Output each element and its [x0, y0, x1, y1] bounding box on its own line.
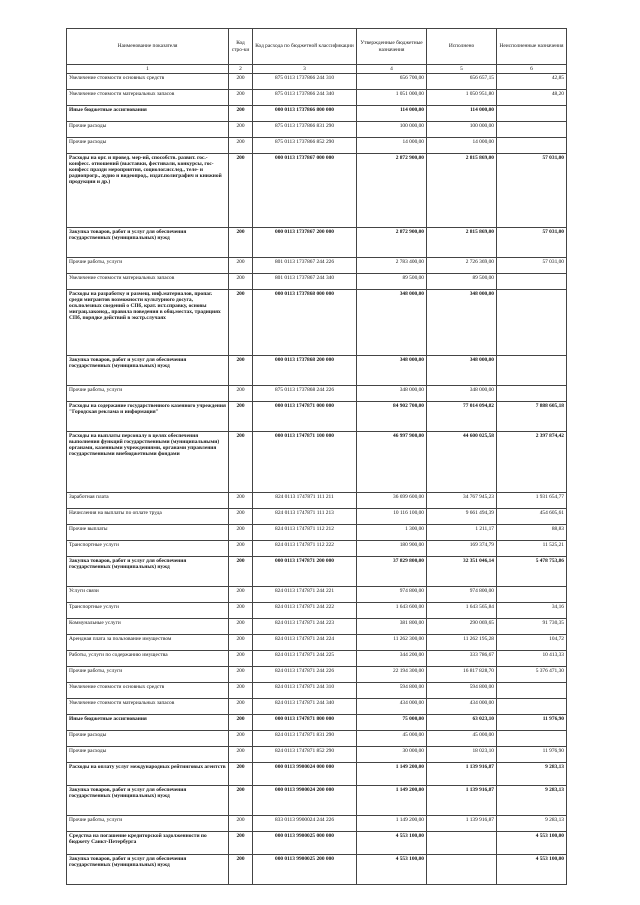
row-approved: 89 500,00: [357, 274, 427, 290]
row-expense-code: 000 0113 1747871 800 000: [253, 715, 357, 731]
row-line-code: 200: [229, 356, 253, 386]
row-expense-code: 000 0113 1747871 000 000: [253, 402, 357, 432]
row-executed: 63 023,10: [427, 715, 497, 731]
row-executed: 114 000,00: [427, 106, 497, 122]
row-line-code: 200: [229, 651, 253, 667]
row-name: Прочие расходы: [67, 731, 229, 747]
row-expense-code: 824 0113 1747871 244 221: [253, 587, 357, 603]
row-unexecuted: 454 605,61: [497, 509, 567, 525]
row-name: Заработная плата: [67, 493, 229, 509]
row-executed: [427, 855, 497, 885]
table-row: [67, 228, 567, 258]
row-expense-code: 875 0113 1737866 831 290: [253, 122, 357, 138]
table-row: [67, 386, 567, 402]
row-executed: [427, 832, 497, 855]
row-expense-code: 801 0113 1737867 244 226: [253, 258, 357, 274]
row-name: Прочие работы, услуги: [67, 258, 229, 274]
row-name: Работы, услуги по содержанию имущества: [67, 651, 229, 667]
row-unexecuted: [497, 106, 567, 122]
row-unexecuted: [497, 731, 567, 747]
row-line-code: 200: [229, 154, 253, 228]
row-unexecuted: 4 553 100,00: [497, 832, 567, 855]
row-approved: 100 000,00: [357, 122, 427, 138]
row-unexecuted: 5 478 753,86: [497, 557, 567, 587]
row-line-code: 200: [229, 786, 253, 816]
row-unexecuted: 57 031,00: [497, 154, 567, 228]
row-executed: 44 600 025,58: [427, 432, 497, 493]
row-unexecuted: [497, 356, 567, 386]
row-expense-code: 824 0113 1747871 111 213: [253, 509, 357, 525]
row-approved: 180 900,00: [357, 541, 427, 557]
row-unexecuted: 4 553 100,00: [497, 855, 567, 885]
row-unexecuted: 11 976,90: [497, 747, 567, 763]
table-row: [67, 747, 567, 763]
row-expense-code: 000 0113 1747871 100 000: [253, 432, 357, 493]
row-expense-code: 824 0113 1747871 852 290: [253, 747, 357, 763]
row-expense-code: 824 0113 1747871 244 226: [253, 667, 357, 683]
row-name: Начисления на выплаты по оплате труда: [67, 509, 229, 525]
row-executed: 348 000,00: [427, 386, 497, 402]
table-row: [67, 525, 567, 541]
row-executed: 656 657,15: [427, 74, 497, 90]
row-approved: 1 149 200,00: [357, 816, 427, 832]
row-executed: 1 050 951,80: [427, 90, 497, 106]
row-line-code: 200: [229, 525, 253, 541]
budget-report-page: [66, 28, 566, 885]
row-expense-code: 875 0113 1737866 852 290: [253, 138, 357, 154]
row-expense-code: 000 0113 1737868 000 000: [253, 290, 357, 356]
row-expense-code: 824 0113 1747871 112 222: [253, 541, 357, 557]
row-executed: 1 211,17: [427, 525, 497, 541]
row-unexecuted: 91 730,35: [497, 619, 567, 635]
row-approved: 75 000,00: [357, 715, 427, 731]
row-name: Расходы на разработку и размещ. инф.материалов, пропаг. среди мигрантов возможности культурного досуга, осв.полезных сведений о СПб, крат. ист.справку, основы миграц.законод., правила поведения в общ.местах, традициях СПб, порядке действий в экстр.случаях: [67, 290, 229, 356]
row-executed: 32 351 046,14: [427, 557, 497, 587]
row-approved: 656 700,00: [357, 74, 427, 90]
row-approved: 36 699 600,00: [357, 493, 427, 509]
row-unexecuted: 48,20: [497, 90, 567, 106]
row-unexecuted: 57 031,00: [497, 228, 567, 258]
row-line-code: 200: [229, 699, 253, 715]
row-line-code: 200: [229, 763, 253, 786]
row-name: Прочие работы, услуги: [67, 667, 229, 683]
row-approved: 594 800,00: [357, 683, 427, 699]
row-executed: 169 374,79: [427, 541, 497, 557]
header-name: Наименование показателя: [67, 29, 229, 65]
row-approved: 434 000,00: [357, 699, 427, 715]
table-row: [67, 290, 567, 356]
row-name: Транспортные услуги: [67, 603, 229, 619]
row-line-code: 200: [229, 138, 253, 154]
row-line-code: 200: [229, 635, 253, 651]
row-approved: 1 149 200,00: [357, 763, 427, 786]
row-executed: 1 139 916,87: [427, 786, 497, 816]
table-row: [67, 432, 567, 493]
row-name: Расходы на оплату услуг международных рейтинговых агентств: [67, 763, 229, 786]
row-line-code: 200: [229, 258, 253, 274]
row-unexecuted: 42,85: [497, 74, 567, 90]
column-number: 3: [253, 65, 357, 74]
row-expense-code: 000 0113 1737867 000 000: [253, 154, 357, 228]
row-approved: 2 783 400,00: [357, 258, 427, 274]
header-expense-code: Код расхода по бюджетной классификации: [253, 29, 357, 65]
row-approved: 381 800,00: [357, 619, 427, 635]
table-row: [67, 493, 567, 509]
table-row: [67, 557, 567, 587]
row-executed: 1 139 916,87: [427, 763, 497, 786]
row-executed: 2 815 869,00: [427, 228, 497, 258]
row-executed: 2 726 369,00: [427, 258, 497, 274]
row-expense-code: 824 0113 1747871 112 212: [253, 525, 357, 541]
row-unexecuted: 9 283,13: [497, 816, 567, 832]
row-line-code: 200: [229, 587, 253, 603]
row-line-code: 200: [229, 432, 253, 493]
table-row: [67, 402, 567, 432]
row-executed: 2 815 869,00: [427, 154, 497, 228]
row-line-code: 200: [229, 731, 253, 747]
table-row: [67, 587, 567, 603]
row-executed: 16 817 828,70: [427, 667, 497, 683]
row-name: Закупка товаров, работ и услуг для обеспечения государственных (муниципальных) нужд: [67, 228, 229, 258]
row-approved: 30 000,00: [357, 747, 427, 763]
row-expense-code: 801 0113 1737867 244 340: [253, 274, 357, 290]
row-unexecuted: 88,83: [497, 525, 567, 541]
row-unexecuted: 10 413,33: [497, 651, 567, 667]
row-line-code: 200: [229, 715, 253, 731]
row-expense-code: 000 0113 1747871 200 000: [253, 557, 357, 587]
row-name: Прочие расходы: [67, 122, 229, 138]
row-expense-code: 000 0113 9900025 000 000: [253, 832, 357, 855]
table-row: [67, 122, 567, 138]
row-executed: 100 000,00: [427, 122, 497, 138]
row-executed: 89 500,00: [427, 274, 497, 290]
row-line-code: 200: [229, 290, 253, 356]
row-name: Прочие расходы: [67, 138, 229, 154]
row-name: Средства на погашение кредиторской задолженности по бюджету Санкт-Петербурга: [67, 832, 229, 855]
row-unexecuted: 2 397 874,42: [497, 432, 567, 493]
row-executed: 11 262 195,28: [427, 635, 497, 651]
row-name: Иные бюджетные ассигнования: [67, 106, 229, 122]
row-line-code: 200: [229, 274, 253, 290]
table-row: [67, 356, 567, 386]
row-name: Увеличение стоимости основных средств: [67, 74, 229, 90]
table-row: [67, 699, 567, 715]
row-executed: 348 000,00: [427, 290, 497, 356]
row-name: Прочие работы, услуги: [67, 386, 229, 402]
row-line-code: 200: [229, 90, 253, 106]
header-line-code: Код стро-ки: [229, 29, 253, 65]
row-expense-code: 000 0113 9900025 200 000: [253, 855, 357, 885]
row-approved: 37 829 800,00: [357, 557, 427, 587]
row-name: Увеличение стоимости основных средств: [67, 683, 229, 699]
column-number: 1: [67, 65, 229, 74]
row-line-code: 200: [229, 106, 253, 122]
row-unexecuted: 9 283,13: [497, 786, 567, 816]
table-body: [67, 74, 567, 885]
column-number: 2: [229, 65, 253, 74]
budget-execution-table: [66, 28, 567, 885]
row-unexecuted: 34,16: [497, 603, 567, 619]
row-approved: 2 872 900,00: [357, 154, 427, 228]
row-executed: 77 014 094,82: [427, 402, 497, 432]
row-line-code: 200: [229, 541, 253, 557]
row-name: Иные бюджетные ассигнования: [67, 715, 229, 731]
row-line-code: 200: [229, 832, 253, 855]
row-approved: 348 000,00: [357, 386, 427, 402]
row-name: Закупка товаров, работ и услуг для обеспечения государственных (муниципальных) нужд: [67, 356, 229, 386]
table-row: [67, 106, 567, 122]
table-row: [67, 541, 567, 557]
column-number: 4: [357, 65, 427, 74]
header-executed: Исполнено: [427, 29, 497, 65]
table-row: [67, 786, 567, 816]
row-unexecuted: [497, 274, 567, 290]
table-row: [67, 832, 567, 855]
row-expense-code: 000 0113 1737866 800 000: [253, 106, 357, 122]
row-line-code: 200: [229, 683, 253, 699]
row-expense-code: 000 0113 1737867 200 000: [253, 228, 357, 258]
row-name: Прочие выплаты: [67, 525, 229, 541]
row-approved: 114 000,00: [357, 106, 427, 122]
table-row: [67, 619, 567, 635]
table-row: [67, 74, 567, 90]
table-row: [67, 90, 567, 106]
row-expense-code: 824 0113 1747871 244 223: [253, 619, 357, 635]
row-name: Услуги связи: [67, 587, 229, 603]
row-line-code: 200: [229, 122, 253, 138]
header-unexecuted: Неисполненные назначения: [497, 29, 567, 65]
table-row: [67, 715, 567, 731]
row-unexecuted: 57 031,00: [497, 258, 567, 274]
table-row: [67, 731, 567, 747]
table-row: [67, 154, 567, 228]
row-line-code: 200: [229, 493, 253, 509]
row-line-code: 200: [229, 74, 253, 90]
row-approved: 11 262 300,00: [357, 635, 427, 651]
table-row: [67, 509, 567, 525]
row-approved: 348 000,00: [357, 356, 427, 386]
row-approved: 1 300,00: [357, 525, 427, 541]
row-executed: 18 023,10: [427, 747, 497, 763]
row-line-code: 200: [229, 816, 253, 832]
table-row: [67, 855, 567, 885]
table-row: [67, 683, 567, 699]
row-expense-code: 824 0113 1747871 831 290: [253, 731, 357, 747]
row-executed: 14 000,00: [427, 138, 497, 154]
row-expense-code: 000 0113 9900024 200 000: [253, 786, 357, 816]
row-name: Расходы на содержание государственного казенного учреждения "Городская реклама и информация": [67, 402, 229, 432]
row-approved: 344 200,00: [357, 651, 427, 667]
row-unexecuted: [497, 138, 567, 154]
row-line-code: 200: [229, 402, 253, 432]
table-row: [67, 667, 567, 683]
row-expense-code: 824 0113 1747871 244 340: [253, 699, 357, 715]
row-expense-code: 824 0113 1747871 244 224: [253, 635, 357, 651]
row-executed: 1 139 916,87: [427, 816, 497, 832]
row-expense-code: 824 0113 1747871 111 211: [253, 493, 357, 509]
row-approved: 10 116 100,00: [357, 509, 427, 525]
row-unexecuted: [497, 683, 567, 699]
table-row: [67, 274, 567, 290]
row-name: Закупка товаров, работ и услуг для обеспечения государственных (муниципальных) нужд: [67, 855, 229, 885]
row-line-code: 200: [229, 228, 253, 258]
row-executed: 348 000,00: [427, 356, 497, 386]
table-row: [67, 763, 567, 786]
row-name: Прочие работы, услуги: [67, 816, 229, 832]
table-row: [67, 603, 567, 619]
row-unexecuted: [497, 587, 567, 603]
table-row: [67, 635, 567, 651]
row-name: Увеличение стоимости материальных запасов: [67, 699, 229, 715]
row-unexecuted: [497, 699, 567, 715]
row-executed: 974 800,00: [427, 587, 497, 603]
row-approved: 2 872 900,00: [357, 228, 427, 258]
row-unexecuted: 9 283,13: [497, 763, 567, 786]
table-row: [67, 816, 567, 832]
row-line-code: 200: [229, 557, 253, 587]
row-expense-code: 000 0113 1737868 200 000: [253, 356, 357, 386]
column-number: 5: [427, 65, 497, 74]
column-number-row: [67, 65, 567, 74]
row-unexecuted: 1 931 654,77: [497, 493, 567, 509]
row-approved: 1 149 200,00: [357, 786, 427, 816]
row-unexecuted: [497, 290, 567, 356]
row-unexecuted: [497, 122, 567, 138]
row-approved: 22 194 300,00: [357, 667, 427, 683]
row-name: Закупка товаров, работ и услуг для обеспечения государственных (муниципальных) нужд: [67, 786, 229, 816]
row-line-code: 200: [229, 855, 253, 885]
row-name: Увеличение стоимости материальных запасов: [67, 90, 229, 106]
row-name: Расходы на орг. и провед. мер-ий, способств. развит. гос.-конфесс. отношений (выставки, фестивали, конкурсы, гос-конфесс праздн мероприятия, социолог.исслед., теле- и радиопрогр., аудио и видеопрод., издат.полиграфич и книжной продукции и др.): [67, 154, 229, 228]
row-line-code: 200: [229, 509, 253, 525]
row-unexecuted: 7 888 605,18: [497, 402, 567, 432]
row-executed: 333 786,67: [427, 651, 497, 667]
row-name: Транспортные услуги: [67, 541, 229, 557]
row-approved: 974 800,00: [357, 587, 427, 603]
table-row: [67, 258, 567, 274]
row-expense-code: 875 0113 1737868 244 226: [253, 386, 357, 402]
row-approved: 14 000,00: [357, 138, 427, 154]
row-executed: 594 800,00: [427, 683, 497, 699]
table-row: [67, 651, 567, 667]
row-approved: 84 902 700,00: [357, 402, 427, 432]
row-executed: 290 069,65: [427, 619, 497, 635]
row-line-code: 200: [229, 747, 253, 763]
column-number: 6: [497, 65, 567, 74]
row-expense-code: 824 0113 1747871 244 222: [253, 603, 357, 619]
row-approved: 348 000,00: [357, 290, 427, 356]
row-executed: 9 661 494,39: [427, 509, 497, 525]
row-unexecuted: 11 525,21: [497, 541, 567, 557]
row-expense-code: 000 0113 9900024 000 000: [253, 763, 357, 786]
row-name: Увеличение стоимости материальных запасов: [67, 274, 229, 290]
row-name: Прочие расходы: [67, 747, 229, 763]
row-line-code: 200: [229, 603, 253, 619]
row-approved: 1 051 000,00: [357, 90, 427, 106]
table-row: [67, 138, 567, 154]
row-expense-code: 824 0113 1747871 244 310: [253, 683, 357, 699]
row-unexecuted: [497, 386, 567, 402]
table-header-row: [67, 29, 567, 65]
row-line-code: 200: [229, 386, 253, 402]
row-approved: 45 000,00: [357, 731, 427, 747]
row-expense-code: 875 0113 1737866 244 310: [253, 74, 357, 90]
row-unexecuted: 5 376 471,30: [497, 667, 567, 683]
row-unexecuted: 104,72: [497, 635, 567, 651]
row-name: Арендная плата за пользование имуществом: [67, 635, 229, 651]
row-line-code: 200: [229, 667, 253, 683]
row-executed: 34 767 945,23: [427, 493, 497, 509]
row-approved: 4 553 100,00: [357, 832, 427, 855]
row-name: Закупка товаров, работ и услуг для обеспечения государственных (муниципальных) нужд: [67, 557, 229, 587]
row-line-code: 200: [229, 619, 253, 635]
row-approved: 4 553 100,00: [357, 855, 427, 885]
row-name: Коммунальные услуги: [67, 619, 229, 635]
row-expense-code: 875 0113 1737866 244 340: [253, 90, 357, 106]
row-name: Расходы на выплаты персоналу в целях обеспечения выполнения функций государственными (муниципальными) органами, казенными учреждениями, органами управления государственными внебюджетными фондами: [67, 432, 229, 493]
row-approved: 1 643 600,00: [357, 603, 427, 619]
row-approved: 46 997 900,00: [357, 432, 427, 493]
header-approved: Утвержденные бюджетные назначения: [357, 29, 427, 65]
row-expense-code: 824 0113 1747871 244 225: [253, 651, 357, 667]
row-expense-code: 833 0113 9900024 244 226: [253, 816, 357, 832]
row-executed: 1 643 565,84: [427, 603, 497, 619]
row-executed: 45 000,00: [427, 731, 497, 747]
row-unexecuted: 11 976,90: [497, 715, 567, 731]
row-executed: 434 000,00: [427, 699, 497, 715]
